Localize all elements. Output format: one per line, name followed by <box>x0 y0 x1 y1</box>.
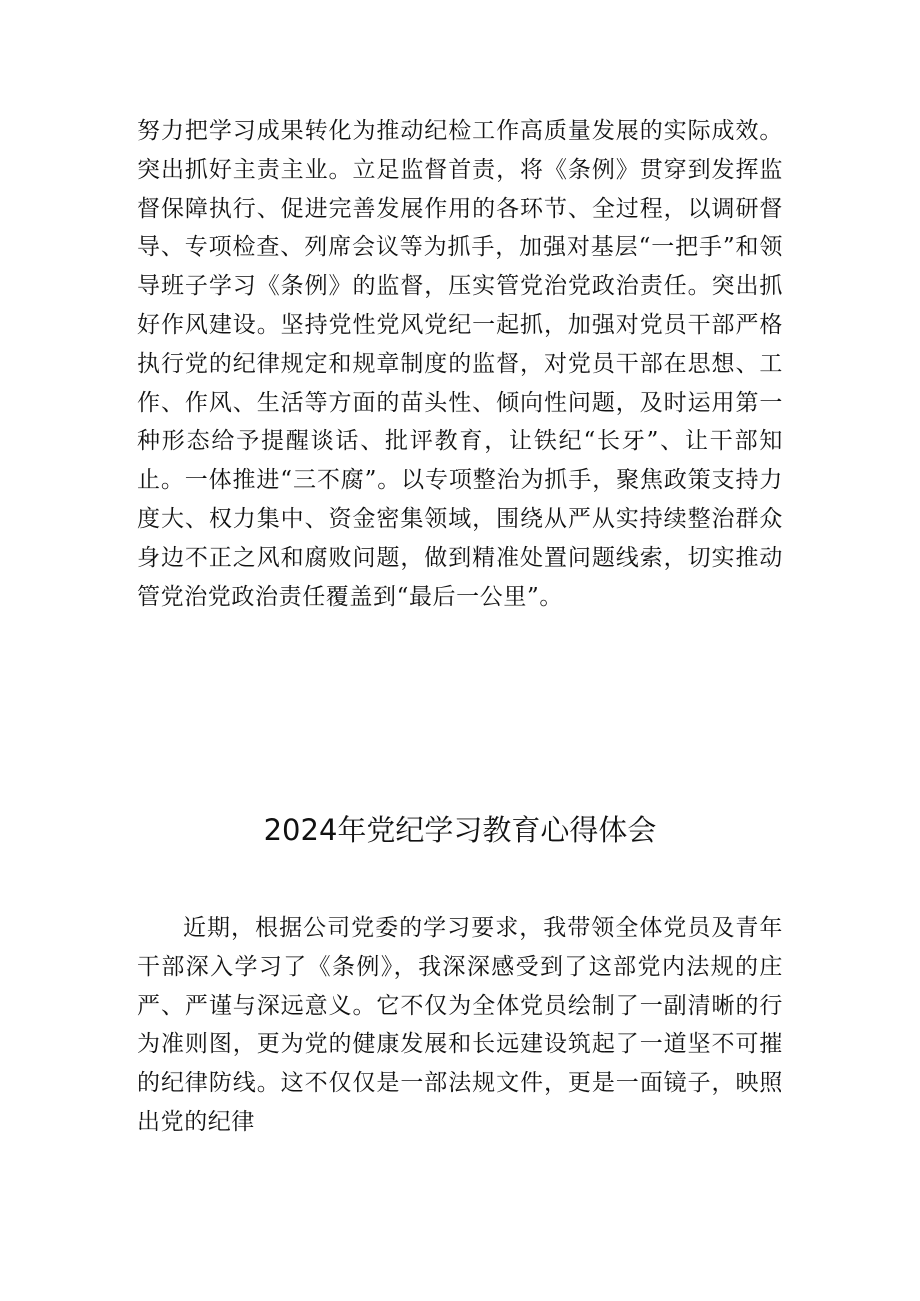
body-paragraph-continued: 努力把学习成果转化为推动纪检工作高质量发展的实际成效。突出抓好主责主业。立足监督首责，将《条例》贯穿到发挥监督保障执行、促进完善发展作用的各环节、全过程，以调研督导、专项检查、列席会议等为抓手，加强对基层“一把手”和领导班子学习《条例》的监督，压实管党治党政治责任。突出抓好作风建设。坚持党性党风党纪一起抓，加强对党员干部严格执行党的纪律规定和规章制度的监督，对党员干部在思想、工作、作风、生活等方面的苗头性、倾向性问题，及时运用第一种形态给予提醒谈话、批评教育，让铁纪“长牙”、让干部知止。一体推进“三不腐”。以专项整治为抓手，聚焦政策支持力度大、权力集中、资金密集领域，围绕从严从实持续整治群众身边不正之风和腐败问题，做到精准处置问题线索，切实推动管党治党政治责任覆盖到“最后一公里”。 <box>137 118 783 610</box>
body-paragraph-intro: 近期，根据公司党委的学习要求，我带领全体党员及青年干部深入学习了《条例》，我深深感受到了这部党内法规的庄严、严谨与深远意义。它不仅为全体党员绘制了一副清晰的行为准则图，更为党的健康发展和长远建设筑起了一道坚不可摧的纪律防线。这不仅仅是一部法规文件，更是一面镜子，映照出党的纪律 <box>137 915 783 1135</box>
section-title: 2024年党纪学习教育心得体会 <box>263 813 657 847</box>
